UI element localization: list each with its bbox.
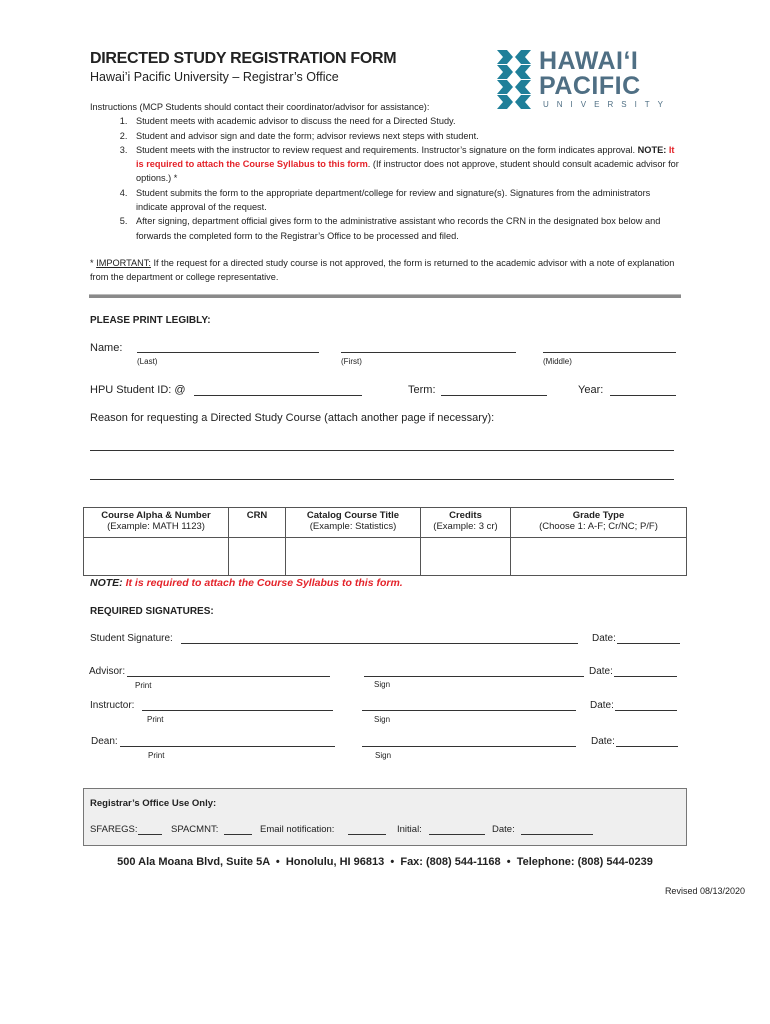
sign-caption: Sign	[374, 715, 391, 724]
asterisk: *	[90, 258, 97, 268]
sign-caption: Sign	[374, 680, 391, 689]
reason-line-2[interactable]	[90, 479, 674, 480]
grade-type-cell[interactable]	[511, 538, 687, 576]
spacmnt-field[interactable]	[224, 834, 252, 835]
sign-caption: Sign	[375, 751, 392, 760]
logo-line-3: UNIVERSITY	[543, 100, 672, 109]
note-label: NOTE:	[90, 577, 123, 589]
credits-cell[interactable]	[421, 538, 511, 576]
middle-caption: (Middle)	[543, 357, 572, 366]
print-caption: Print	[135, 681, 152, 690]
instructor-date-field[interactable]	[615, 710, 677, 711]
dean-sign-field[interactable]	[362, 746, 576, 747]
syllabus-note-bottom	[90, 577, 403, 589]
instructor-label: Instructor:	[90, 700, 135, 711]
last-name-field[interactable]	[137, 352, 319, 353]
student-signature-label: Student Signature:	[90, 633, 173, 644]
column-hint: (Example: Statistics)	[309, 521, 397, 532]
reason-label: Reason for requesting a Directed Study Course (attach another page if necessary):	[90, 412, 495, 424]
column-hint: (Example: MATH 1123)	[107, 521, 205, 532]
column-hint: (Example: 3 cr)	[433, 521, 498, 532]
registrar-heading: Registrar’s Office Use Only:	[90, 798, 217, 809]
print-caption: Print	[147, 715, 164, 724]
advisor-sign-field[interactable]	[364, 676, 584, 677]
instruction-item: 2. Student and advisor sign and date the form; advisor reviews next steps with student.	[130, 129, 680, 143]
advisor-label: Advisor:	[89, 666, 126, 677]
instructor-sign-field[interactable]	[362, 710, 576, 711]
column-header	[84, 508, 229, 538]
instructor-print-field[interactable]	[142, 710, 333, 711]
page-subtitle: Hawai’i Pacific University – Registrar’s Office	[90, 70, 339, 84]
important-note	[90, 256, 680, 285]
column-header	[421, 508, 511, 538]
instruction-item: 1. Student meets with academic advisor to discuss the need for a Directed Study.	[130, 114, 680, 128]
footer-contact: 500 Ala Moana Blvd, Suite 5A • Honolulu, HI 96813 • Fax: (808) 544-1168 • Telephone: (808) 544-0239	[117, 856, 653, 868]
crn-cell[interactable]	[229, 538, 286, 576]
column-title: Credits	[449, 510, 482, 521]
initial-field[interactable]	[429, 834, 485, 835]
registrar-date-field[interactable]	[521, 834, 593, 835]
date-label: Date:	[592, 633, 616, 644]
course-title-cell[interactable]	[286, 538, 421, 576]
note-text: It is required to attach the Course Syllabus to this form.	[122, 577, 403, 589]
term-field[interactable]	[441, 395, 547, 396]
column-title: Catalog Course Title	[306, 510, 400, 521]
spacmnt-label: SPACMNT:	[171, 824, 219, 835]
section-divider	[89, 294, 681, 298]
reason-line-1[interactable]	[90, 450, 674, 451]
instructions-intro: Instructions (MCP Students should contact their coordinator/advisor for assistance):	[90, 102, 430, 112]
revised-date: Revised 08/13/2020	[664, 886, 745, 896]
registrar-date-label: Date:	[492, 824, 515, 835]
print-caption: Print	[148, 751, 165, 760]
sfaregs-field[interactable]	[138, 834, 162, 835]
note-label: NOTE:	[637, 144, 667, 155]
date-label: Date:	[589, 666, 613, 677]
signatures-heading: REQUIRED SIGNATURES:	[90, 606, 214, 617]
name-label: Name:	[90, 342, 123, 354]
important-text: If the request for a directed study course is not approved, the form is returned to the academic advisor with a note of explanation from the department or college representative.	[90, 258, 675, 283]
footer-phone: Telephone: (808) 544-0239	[516, 856, 653, 868]
dean-label: Dean:	[91, 736, 118, 747]
instruction-item: 4. Student submits the form to the appropriate department/college for review and signature(s). Signatures from the administrators indicate approval of the request.	[130, 186, 680, 215]
advisor-print-field[interactable]	[127, 676, 330, 677]
course-table	[83, 507, 687, 576]
instruction-item	[130, 143, 680, 186]
column-header	[511, 508, 687, 538]
course-alpha-cell[interactable]	[84, 538, 229, 576]
dean-date-field[interactable]	[616, 746, 678, 747]
email-notification-field[interactable]	[348, 834, 386, 835]
first-caption: (First)	[341, 357, 362, 366]
syllabus-note: It is required to attach the Course Syllabus to this form	[136, 144, 675, 170]
footer-address: 500 Ala Moana Blvd, Suite 5A	[117, 856, 270, 868]
registrar-use-box	[83, 788, 687, 846]
middle-name-field[interactable]	[543, 352, 676, 353]
print-legibly-heading: PLEASE PRINT LEGIBLY:	[90, 315, 211, 326]
logo-line-1: HAWAI‘I	[539, 47, 639, 75]
student-id-label: HPU Student ID: @	[90, 384, 186, 396]
year-field[interactable]	[610, 395, 676, 396]
student-date-field[interactable]	[617, 643, 680, 644]
sfaregs-label: SFAREGS:	[90, 824, 138, 835]
column-title: Course Alpha & Number	[101, 510, 211, 521]
student-signature-field[interactable]	[181, 643, 578, 644]
instructions	[90, 100, 680, 243]
instruction-text: Student meets with the instructor to review request and requirements. Instructor’s signature on the form indicates approval.	[136, 144, 636, 155]
first-name-field[interactable]	[341, 352, 516, 353]
advisor-date-field[interactable]	[614, 676, 677, 677]
important-label: IMPORTANT:	[96, 258, 151, 268]
student-id-field[interactable]	[194, 395, 362, 396]
column-title: Grade Type	[572, 510, 625, 521]
term-label: Term:	[408, 384, 436, 396]
instruction-text: . (If instructor does not approve, student should consult academic advisor for options.) *	[136, 159, 679, 184]
date-label: Date:	[591, 736, 615, 747]
last-caption: (Last)	[137, 357, 158, 366]
page-title: DIRECTED STUDY REGISTRATION FORM	[90, 50, 397, 67]
table-header-row	[84, 508, 687, 538]
column-title: CRN	[246, 510, 268, 521]
dean-print-field[interactable]	[120, 746, 335, 747]
column-header	[229, 508, 286, 538]
column-hint: (Choose 1: A-F; Cr/NC; P/F)	[539, 521, 658, 532]
logo-line-2: PACIFIC	[539, 72, 641, 100]
email-notification-label: Email notification:	[260, 824, 335, 835]
instruction-item: 5. After signing, department official gives form to the administrative assistant who records the CRN in the designated box below and forwards the completed form to the Registrar’s Office to be processed and filed.	[130, 214, 680, 243]
footer-city: Honolulu, HI 96813	[285, 856, 385, 868]
year-label: Year:	[578, 384, 604, 396]
date-label: Date:	[590, 700, 614, 711]
table-row	[84, 538, 687, 576]
column-header	[286, 508, 421, 538]
footer-fax: Fax: (808) 544-1168	[400, 856, 501, 868]
initial-label: Initial:	[397, 824, 422, 835]
